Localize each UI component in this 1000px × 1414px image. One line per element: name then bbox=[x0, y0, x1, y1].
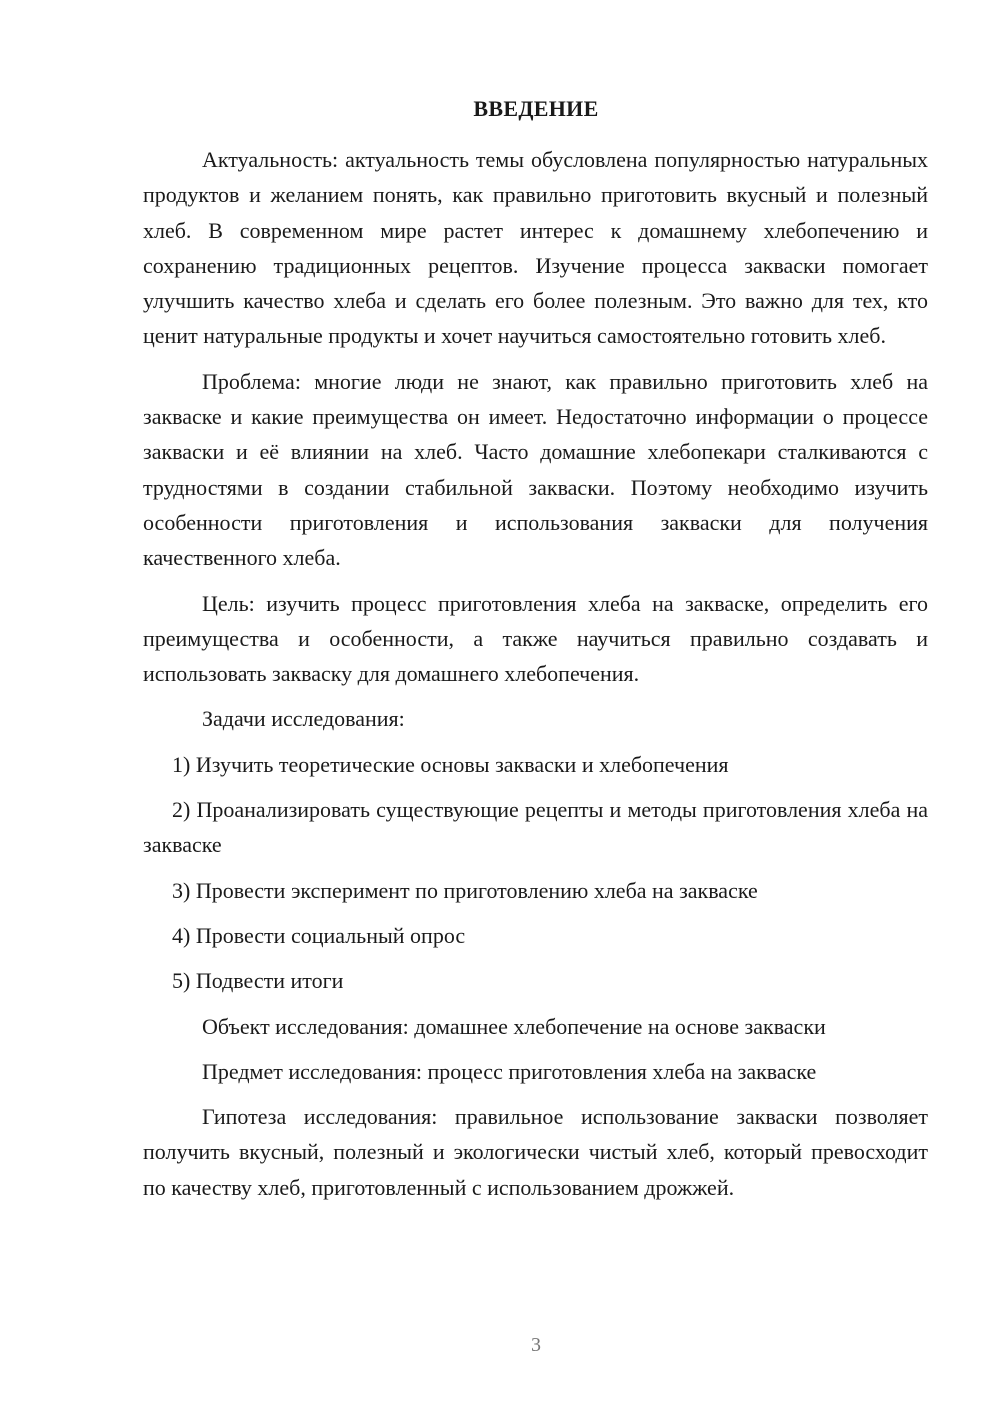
page-title: ВВЕДЕНИЕ bbox=[473, 96, 599, 121]
problem-paragraph: Проблема: многие люди не знают, как правильно приготовить хлеб на закваске и какие преимущества он имеет. Недостаточно информации о процессе закваски и её влиянии на хлеб. Часто домашние хлебопекари сталкиваются с трудностями в создании стабильной закваски. Поэтому необходимо изучить особенности приготовления и использования закваски для получения качественного хлеба. bbox=[143, 368, 928, 571]
relevance-paragraph: Актуальность: актуальность темы обусловлена популярностью натуральных продуктов и желанием понять, как правильно приготовить вкусный и полезный хлеб. В современном мире растет интерес к домашнему хлебопечению и сохранению традиционных рецептов. Изучение процесса закваски помогает улучшить качество хлеба и сделать его более полезным. Это важно для тех, кто ценит натуральные продукты и хочет научиться самостоятельно готовить хлеб. bbox=[143, 147, 928, 349]
hypothesis-paragraph: Гипотеза исследования: правильное использование закваски позволяет получить вкусный, полезный и экологически чистый хлеб, который превосходит по качеству хлеб, приготовленный с использованием дрожжей. bbox=[143, 1104, 928, 1200]
document-body bbox=[143, 142, 928, 1215]
object-paragraph: Объект исследования: домашнее хлебопечение на основе закваски bbox=[202, 1013, 826, 1039]
list-item: 4) Провести социальный опрос bbox=[172, 922, 466, 948]
page-number: 3 bbox=[531, 1334, 541, 1356]
list-item: 2) Проанализировать существующие рецепты и методы приготовления хлеба на закваске bbox=[143, 797, 928, 858]
list-item: 3) Провести эксперимент по приготовлению хлеба на закваске bbox=[172, 877, 758, 903]
list-item: 5) Подвести итоги bbox=[172, 968, 344, 994]
tasks-heading: Задачи исследования: bbox=[202, 706, 405, 732]
goal-paragraph: Цель: изучить процесс приготовления хлеба на закваске, определить его преимущества и особенности, а также научиться правильно создавать и использовать закваску для домашнего хлебопечения. bbox=[143, 590, 928, 687]
subject-paragraph: Предмет исследования: процесс приготовления хлеба на закваске bbox=[202, 1058, 817, 1084]
list-item: 1) Изучить теоретические основы закваски и хлебопечения bbox=[172, 751, 729, 777]
